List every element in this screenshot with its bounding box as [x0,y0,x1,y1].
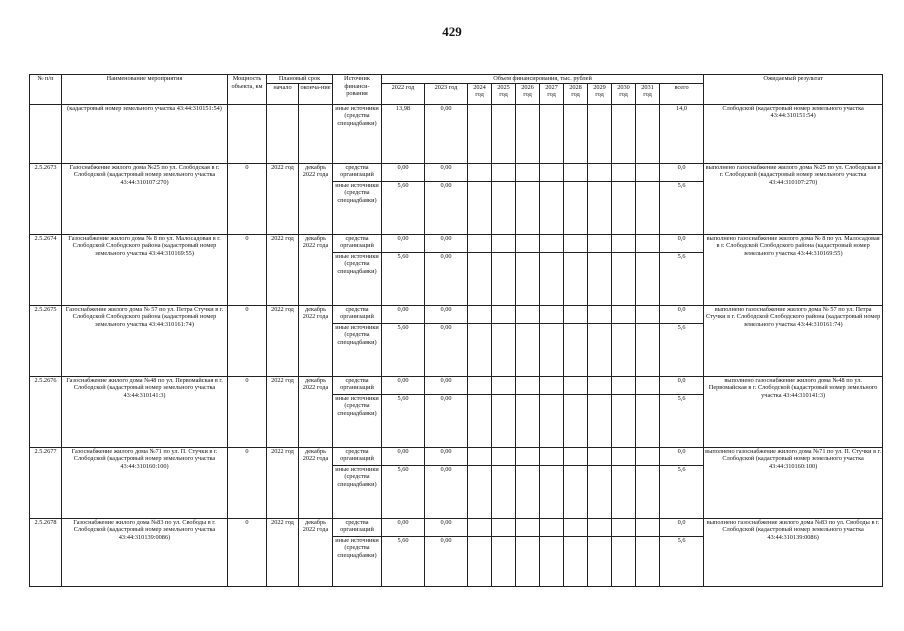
row-name: Газоснабжение жилого дома № 57 по ул. Петра Стучки в г. Слободской Слободского района (кадастровый номер земельного участка 43:44:310161:74) [62,305,228,376]
row-start: 2022 год [267,305,299,376]
col-2028-header: 2028 год [564,83,588,104]
row-start: 2022 год [267,447,299,518]
col-2029-header: 2029 год [588,83,612,104]
row-end: декабрь 2022 года [299,305,333,376]
row-org-2022: 0,00 [382,163,425,181]
row-other-2023: 0,00 [425,465,468,518]
row-source-org: средства организаций [333,163,382,181]
row-total: 14,0 [660,104,704,163]
row-other-total: 5,6 [660,323,704,376]
row-other-2022: 5,60 [382,536,425,586]
row-other-2022: 5,60 [382,323,425,376]
table-row [30,163,883,181]
row-2023: 0,00 [425,104,468,163]
col-result-header: Ожидаемый результат [704,75,883,105]
row-source: иные источники (средства спецнадбавки) [333,104,382,163]
row-number: 2.5.2675 [30,305,62,376]
row-start: 2022 год [267,518,299,586]
row-result: выполнено газоснабжение жилого дома № 57 по ул. Петра Стучки в г. Слободской Слободского района (кадастровый номер земельного участка 43:44:310161:74) [704,305,883,376]
page-number: 429 [442,24,462,39]
row-source-other: иные источники (средства спецнадбавки) [333,252,382,305]
row-other-2023: 0,00 [425,181,468,234]
row-name: Газоснабжение жилого дома №71 по ул. П. Стучки в г. Слободской (кадастровый номер земельного участка 43:44:310160:100) [62,447,228,518]
row-org-2022: 0,00 [382,447,425,465]
row-end: декабрь 2022 года [299,163,333,234]
row-capacity: 0 [228,234,267,305]
col-2022-header: 2022 год [382,83,425,104]
row-org-2022: 0,00 [382,518,425,536]
row-capacity: 0 [228,376,267,447]
row-source-other: иные источники (средства спецнадбавки) [333,465,382,518]
row-end: декабрь 2022 года [299,234,333,305]
row-result: выполнено газоснабжение жилого дома №71 по ул. П. Стучки в г. Слободской (кадастровый номер земельного участка 43:44:310160:100) [704,447,883,518]
row-2022: 13,98 [382,104,425,163]
row-other-total: 5,6 [660,181,704,234]
row-result: выполнено газоснабжение жилого дома № 8 по ул. Малосадовая в г. Слободской Слободского района (кадастровый номер земельного участка 43:44:310169:55) [704,234,883,305]
table-row [30,376,883,394]
row-source-other: иные источники (средства спецнадбавки) [333,536,382,586]
row-org-2023: 0,00 [425,163,468,181]
col-2023-header: 2023 год [425,83,468,104]
row-name: (кадастровый номер земельного участка 43:44:310151:54) [62,104,228,163]
row-org-2023: 0,00 [425,518,468,536]
row-other-2022: 5,60 [382,465,425,518]
row-org-2022: 0,00 [382,376,425,394]
row-org-total: 0,0 [660,376,704,394]
col-name-header: Наименование мероприятия [62,75,228,105]
row-number: 2.5.2677 [30,447,62,518]
row-other-total: 5,6 [660,465,704,518]
table-row [30,518,883,536]
table-row [30,104,883,163]
row-other-total: 5,6 [660,394,704,447]
row-result: выполнено газоснабжение жилого дома №25 по ул. Слободская в г. Слободской (кадастровый номер земельного участка 43:44:310107:270) [704,163,883,234]
row-start: 2022 год [267,376,299,447]
col-2024-header: 2024 год [468,83,492,104]
row-source-other: иные источники (средства спецнадбавки) [333,394,382,447]
row-other-2022: 5,60 [382,252,425,305]
row-org-2023: 0,00 [425,234,468,252]
row-other-2023: 0,00 [425,394,468,447]
row-number: 2.5.2674 [30,234,62,305]
row-end: декабрь 2022 года [299,376,333,447]
row-org-total: 0,0 [660,234,704,252]
row-source-org: средства организаций [333,518,382,536]
row-source-org: средства организаций [333,234,382,252]
col-2031-header: 2031 год [636,83,660,104]
row-number: 2.5.2678 [30,518,62,586]
row-other-total: 5,6 [660,536,704,586]
row-end: декабрь 2022 года [299,447,333,518]
row-org-total: 0,0 [660,518,704,536]
row-other-2023: 0,00 [425,536,468,586]
row-org-2023: 0,00 [425,447,468,465]
row-other-2023: 0,00 [425,252,468,305]
row-other-total: 5,6 [660,252,704,305]
row-capacity: 0 [228,163,267,234]
col-2030-header: 2030 год [612,83,636,104]
col-2027-header: 2027 год [540,83,564,104]
row-source-org: средства организаций [333,447,382,465]
row-org-2022: 0,00 [382,234,425,252]
row-source-other: иные источники (средства спецнадбавки) [333,323,382,376]
col-volume-header: Объем финансирования, тыс. рублей [382,75,704,84]
table-row [30,305,883,323]
row-org-total: 0,0 [660,305,704,323]
header-row-1 [30,75,883,84]
col-end-header: оконча-ние [299,83,333,104]
row-org-total: 0,0 [660,447,704,465]
row-org-2022: 0,00 [382,305,425,323]
row-source-other: иные источники (средства спецнадбавки) [333,181,382,234]
row-other-2023: 0,00 [425,323,468,376]
col-2025-header: 2025 год [492,83,516,104]
row-number: 2.5.2673 [30,163,62,234]
row-other-2022: 5,60 [382,181,425,234]
col-num-header: № п/п [30,75,62,105]
row-capacity: 0 [228,518,267,586]
col-start-header: начало [267,83,299,104]
table-row [30,447,883,465]
row-result: Слободской (кадастровый номер земельного участка 43:44:310151:54) [704,104,883,163]
col-capacity-header: Мощность объекта, км [228,75,267,105]
table-row [30,234,883,252]
row-other-2022: 5,60 [382,394,425,447]
row-capacity: 0 [228,447,267,518]
row-name: Газоснабжение жилого дома №25 по ул. Слободская в г. Слободской (кадастровый номер земельного участка 43:44:310107:270) [62,163,228,234]
row-capacity: 0 [228,305,267,376]
row-number: 2.5.2676 [30,376,62,447]
financing-table [29,74,883,587]
col-source-header: Источник финанси-рования [333,75,382,105]
row-source-org: средства организаций [333,376,382,394]
row-name: Газоснабжение жилого дома № 8 по ул. Малосадовая в г. Слободской Слободского района (кадастровый номер земельного участка 43:44:310169:55) [62,234,228,305]
row-source-org: средства организаций [333,305,382,323]
row-end: декабрь 2022 года [299,518,333,586]
row-org-2023: 0,00 [425,376,468,394]
row-name: Газоснабжение жилого дома №48 по ул. Первомайская в г. Слободской (кадастровый номер земельного участка 43:44:310141:3) [62,376,228,447]
col-plan-period-header: Плановый срок [267,75,333,84]
row-name: Газоснабжение жилого дома №83 по ул. Свободы в г. Слободской (кадастровый номер земельного участка 43:44:310139:0086) [62,518,228,586]
row-start: 2022 год [267,163,299,234]
row-org-2023: 0,00 [425,305,468,323]
col-2026-header: 2026 год [516,83,540,104]
col-total-header: всего [660,83,704,104]
row-org-total: 0,0 [660,163,704,181]
row-result: выполнено газоснабжение жилого дома №48 по ул. Первомайская в г. Слободской (кадастровый номер земельного участка 43:44:310141:3) [704,376,883,447]
row-start: 2022 год [267,234,299,305]
row-result: выполнено газоснабжение жилого дома №83 по ул. Свободы в г. Слободской (кадастровый номер земельного участка 43:44:310139:0086) [704,518,883,586]
